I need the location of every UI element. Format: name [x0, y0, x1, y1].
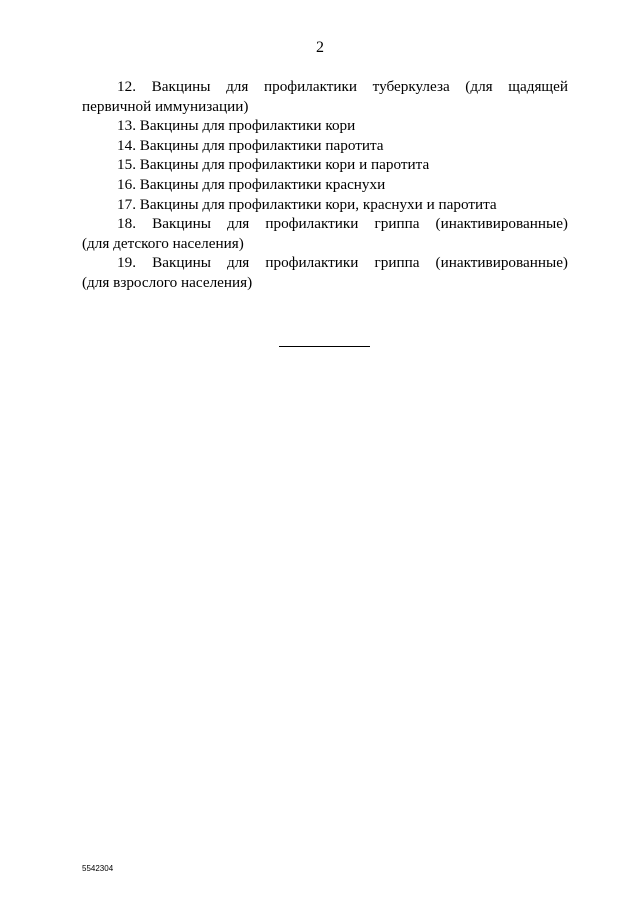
list-item-text: (для детского населения)	[82, 234, 244, 252]
page-number: 2	[316, 39, 324, 56]
list-item-text: 12. Вакцины для профилактики туберкулеза (для щадящей	[117, 78, 568, 95]
list-item-text: (для взрослого населения)	[82, 273, 253, 291]
vaccine-list	[82, 77, 568, 293]
list-item-12	[82, 77, 568, 97]
list-item-17	[82, 195, 568, 215]
list-item-text: 14. Вакцины для профилактики паротита	[117, 136, 384, 154]
document-code: 5542304	[82, 864, 114, 873]
list-item-text: 15. Вакцины для профилактики кори и паротита	[117, 156, 430, 174]
list-item-13	[82, 116, 568, 136]
list-item-14	[82, 136, 568, 156]
list-item-12-continuation	[82, 97, 568, 117]
list-item-15	[82, 155, 568, 175]
list-item-19-continuation	[82, 273, 568, 293]
list-item-text: 16. Вакцины для профилактики краснухи	[117, 175, 386, 193]
list-item-text: 17. Вакцины для профилактики кори, краснухи и паротита	[117, 195, 497, 213]
end-separator-line	[279, 346, 370, 347]
list-item-text: 19. Вакцины для профилактики гриппа (инактивированные)	[117, 254, 568, 272]
list-item-19	[82, 253, 568, 273]
list-item-18	[82, 214, 568, 234]
list-item-text: 18. Вакцины для профилактики гриппа (инактивированные)	[117, 215, 568, 233]
list-item-18-continuation	[82, 234, 568, 254]
list-item-16	[82, 175, 568, 195]
list-item-text: 13. Вакцины для профилактики кори	[117, 117, 356, 135]
list-item-text: первичной иммунизации)	[82, 97, 249, 115]
